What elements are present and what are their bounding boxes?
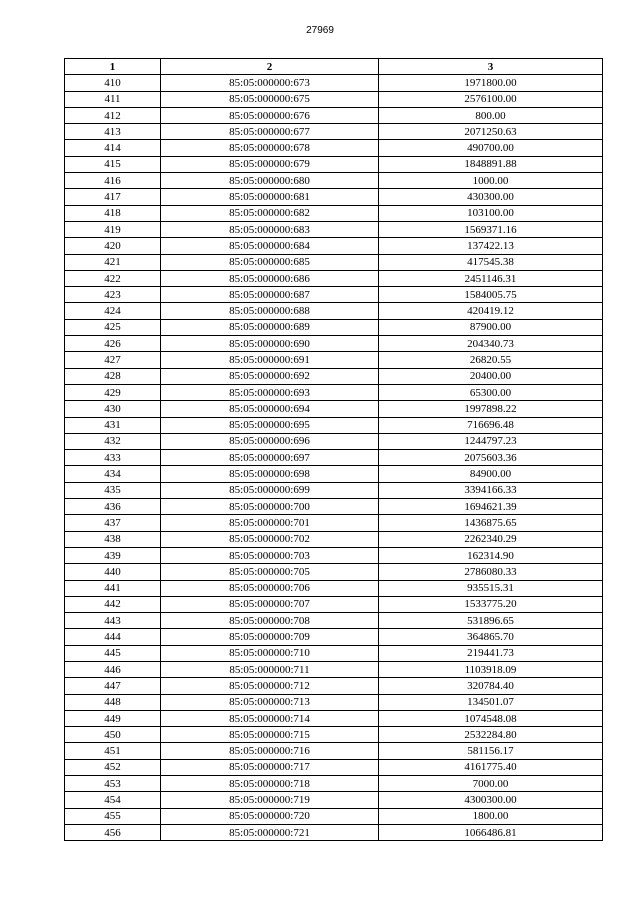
data-table	[64, 58, 603, 841]
cadastral-number-cell: 85:05:000000:713	[161, 694, 379, 710]
value-cell: 364865.70	[379, 629, 603, 645]
row-number-cell: 420	[65, 238, 161, 254]
table-row	[65, 564, 603, 580]
cadastral-number-cell: 85:05:000000:701	[161, 515, 379, 531]
cadastral-number-cell: 85:05:000000:688	[161, 303, 379, 319]
value-cell: 1066486.81	[379, 824, 603, 840]
value-cell: 1971800.00	[379, 75, 603, 91]
value-cell: 2075603.36	[379, 450, 603, 466]
cadastral-number-cell: 85:05:000000:702	[161, 531, 379, 547]
table-row	[65, 515, 603, 531]
value-cell: 2262340.29	[379, 531, 603, 547]
value-cell: 2786080.33	[379, 564, 603, 580]
table-row	[65, 287, 603, 303]
row-number-cell: 427	[65, 352, 161, 368]
cadastral-number-cell: 85:05:000000:686	[161, 270, 379, 286]
value-cell: 531896.65	[379, 613, 603, 629]
cadastral-number-cell: 85:05:000000:703	[161, 547, 379, 563]
table-row	[65, 336, 603, 352]
header-row	[65, 59, 603, 75]
row-number-cell: 445	[65, 645, 161, 661]
row-number-cell: 434	[65, 466, 161, 482]
value-cell: 581156.17	[379, 743, 603, 759]
value-cell: 1103918.09	[379, 661, 603, 677]
table-row	[65, 661, 603, 677]
value-cell: 4161775.40	[379, 759, 603, 775]
row-number-cell: 417	[65, 189, 161, 205]
row-number-cell: 447	[65, 678, 161, 694]
cadastral-number-cell: 85:05:000000:685	[161, 254, 379, 270]
column-header-3: 3	[379, 59, 603, 75]
table-row	[65, 450, 603, 466]
row-number-cell: 429	[65, 384, 161, 400]
value-cell: 1848891.88	[379, 156, 603, 172]
value-cell: 320784.40	[379, 678, 603, 694]
row-number-cell: 452	[65, 759, 161, 775]
value-cell: 103100.00	[379, 205, 603, 221]
table-row	[65, 319, 603, 335]
cadastral-number-cell: 85:05:000000:697	[161, 450, 379, 466]
row-number-cell: 415	[65, 156, 161, 172]
cadastral-number-cell: 85:05:000000:716	[161, 743, 379, 759]
table-row	[65, 303, 603, 319]
table-row	[65, 645, 603, 661]
table-row	[65, 808, 603, 824]
value-cell: 1533775.20	[379, 596, 603, 612]
value-cell: 162314.90	[379, 547, 603, 563]
value-cell: 2451146.31	[379, 270, 603, 286]
row-number-cell: 428	[65, 368, 161, 384]
value-cell: 1000.00	[379, 173, 603, 189]
value-cell: 490700.00	[379, 140, 603, 156]
table-row	[65, 596, 603, 612]
row-number-cell: 419	[65, 221, 161, 237]
row-number-cell: 435	[65, 482, 161, 498]
value-cell: 1694621.39	[379, 499, 603, 515]
cadastral-number-cell: 85:05:000000:682	[161, 205, 379, 221]
table-row	[65, 629, 603, 645]
row-number-cell: 431	[65, 417, 161, 433]
table-row	[65, 547, 603, 563]
row-number-cell: 436	[65, 499, 161, 515]
cadastral-number-cell: 85:05:000000:720	[161, 808, 379, 824]
cadastral-number-cell: 85:05:000000:721	[161, 824, 379, 840]
table-row	[65, 254, 603, 270]
cadastral-number-cell: 85:05:000000:712	[161, 678, 379, 694]
table-body	[65, 75, 603, 841]
table-row	[65, 776, 603, 792]
value-cell: 430300.00	[379, 189, 603, 205]
value-cell: 4300300.00	[379, 792, 603, 808]
value-cell: 84900.00	[379, 466, 603, 482]
value-cell: 2576100.00	[379, 91, 603, 107]
row-number-cell: 422	[65, 270, 161, 286]
cadastral-number-cell: 85:05:000000:683	[161, 221, 379, 237]
value-cell: 7000.00	[379, 776, 603, 792]
cadastral-number-cell: 85:05:000000:709	[161, 629, 379, 645]
row-number-cell: 416	[65, 173, 161, 189]
value-cell: 420419.12	[379, 303, 603, 319]
cadastral-number-cell: 85:05:000000:696	[161, 433, 379, 449]
row-number-cell: 438	[65, 531, 161, 547]
table-row	[65, 91, 603, 107]
table-row	[65, 156, 603, 172]
value-cell: 2532284.80	[379, 727, 603, 743]
value-cell: 1244797.23	[379, 433, 603, 449]
table-row	[65, 580, 603, 596]
row-number-cell: 446	[65, 661, 161, 677]
cadastral-number-cell: 85:05:000000:681	[161, 189, 379, 205]
value-cell: 1569371.16	[379, 221, 603, 237]
cadastral-number-cell: 85:05:000000:708	[161, 613, 379, 629]
value-cell: 1800.00	[379, 808, 603, 824]
row-number-cell: 443	[65, 613, 161, 629]
table-row	[65, 433, 603, 449]
value-cell: 1584005.75	[379, 287, 603, 303]
cadastral-number-cell: 85:05:000000:678	[161, 140, 379, 156]
cadastral-number-cell: 85:05:000000:700	[161, 499, 379, 515]
cadastral-number-cell: 85:05:000000:698	[161, 466, 379, 482]
table-row	[65, 107, 603, 123]
table-row	[65, 792, 603, 808]
cadastral-number-cell: 85:05:000000:719	[161, 792, 379, 808]
table-row	[65, 75, 603, 91]
row-number-cell: 414	[65, 140, 161, 156]
row-number-cell: 425	[65, 319, 161, 335]
cadastral-number-cell: 85:05:000000:715	[161, 727, 379, 743]
value-cell: 20400.00	[379, 368, 603, 384]
table-row	[65, 384, 603, 400]
row-number-cell: 433	[65, 450, 161, 466]
value-cell: 2071250.63	[379, 124, 603, 140]
table-row	[65, 466, 603, 482]
table-row	[65, 710, 603, 726]
cadastral-number-cell: 85:05:000000:692	[161, 368, 379, 384]
value-cell: 137422.13	[379, 238, 603, 254]
cadastral-number-cell: 85:05:000000:699	[161, 482, 379, 498]
row-number-cell: 421	[65, 254, 161, 270]
row-number-cell: 453	[65, 776, 161, 792]
table-row	[65, 613, 603, 629]
table-row	[65, 401, 603, 417]
cadastral-number-cell: 85:05:000000:717	[161, 759, 379, 775]
value-cell: 3394166.33	[379, 482, 603, 498]
table-row	[65, 205, 603, 221]
cadastral-number-cell: 85:05:000000:684	[161, 238, 379, 254]
value-cell: 716696.48	[379, 417, 603, 433]
column-header-1: 1	[65, 59, 161, 75]
value-cell: 1436875.65	[379, 515, 603, 531]
row-number-cell: 411	[65, 91, 161, 107]
row-number-cell: 450	[65, 727, 161, 743]
cadastral-number-cell: 85:05:000000:691	[161, 352, 379, 368]
table-header	[65, 59, 603, 75]
value-cell: 87900.00	[379, 319, 603, 335]
row-number-cell: 410	[65, 75, 161, 91]
row-number-cell: 412	[65, 107, 161, 123]
row-number-cell: 426	[65, 336, 161, 352]
value-cell: 219441.73	[379, 645, 603, 661]
cadastral-number-cell: 85:05:000000:673	[161, 75, 379, 91]
cadastral-number-cell: 85:05:000000:689	[161, 319, 379, 335]
table-row	[65, 482, 603, 498]
value-cell: 417545.38	[379, 254, 603, 270]
table-row	[65, 352, 603, 368]
row-number-cell: 432	[65, 433, 161, 449]
cadastral-number-cell: 85:05:000000:687	[161, 287, 379, 303]
table-row	[65, 759, 603, 775]
row-number-cell: 448	[65, 694, 161, 710]
table-row	[65, 221, 603, 237]
row-number-cell: 451	[65, 743, 161, 759]
cadastral-number-cell: 85:05:000000:718	[161, 776, 379, 792]
cadastral-number-cell: 85:05:000000:707	[161, 596, 379, 612]
cadastral-number-cell: 85:05:000000:694	[161, 401, 379, 417]
row-number-cell: 418	[65, 205, 161, 221]
cadastral-number-cell: 85:05:000000:677	[161, 124, 379, 140]
table-row	[65, 270, 603, 286]
table-row	[65, 140, 603, 156]
cadastral-number-cell: 85:05:000000:675	[161, 91, 379, 107]
value-cell: 204340.73	[379, 336, 603, 352]
value-cell: 1997898.22	[379, 401, 603, 417]
cadastral-number-cell: 85:05:000000:714	[161, 710, 379, 726]
row-number-cell: 439	[65, 547, 161, 563]
row-number-cell: 456	[65, 824, 161, 840]
table-row	[65, 531, 603, 547]
cadastral-number-cell: 85:05:000000:690	[161, 336, 379, 352]
table-row	[65, 824, 603, 840]
row-number-cell: 455	[65, 808, 161, 824]
value-cell: 935515.31	[379, 580, 603, 596]
table-row	[65, 124, 603, 140]
row-number-cell: 424	[65, 303, 161, 319]
value-cell: 800.00	[379, 107, 603, 123]
row-number-cell: 440	[65, 564, 161, 580]
cadastral-number-cell: 85:05:000000:706	[161, 580, 379, 596]
table-row	[65, 417, 603, 433]
cadastral-number-cell: 85:05:000000:695	[161, 417, 379, 433]
cadastral-number-cell: 85:05:000000:680	[161, 173, 379, 189]
cadastral-number-cell: 85:05:000000:711	[161, 661, 379, 677]
row-number-cell: 413	[65, 124, 161, 140]
cadastral-number-cell: 85:05:000000:710	[161, 645, 379, 661]
column-header-2: 2	[161, 59, 379, 75]
cadastral-number-cell: 85:05:000000:693	[161, 384, 379, 400]
cadastral-number-cell: 85:05:000000:705	[161, 564, 379, 580]
value-cell: 65300.00	[379, 384, 603, 400]
row-number-cell: 441	[65, 580, 161, 596]
row-number-cell: 423	[65, 287, 161, 303]
row-number-cell: 449	[65, 710, 161, 726]
table-row	[65, 368, 603, 384]
row-number-cell: 437	[65, 515, 161, 531]
page-number: 27969	[306, 25, 334, 36]
cadastral-number-cell: 85:05:000000:679	[161, 156, 379, 172]
value-cell: 1074548.08	[379, 710, 603, 726]
table-row	[65, 238, 603, 254]
table-row	[65, 173, 603, 189]
row-number-cell: 430	[65, 401, 161, 417]
table-row	[65, 189, 603, 205]
row-number-cell: 444	[65, 629, 161, 645]
table-row	[65, 727, 603, 743]
row-number-cell: 442	[65, 596, 161, 612]
cadastral-number-cell: 85:05:000000:676	[161, 107, 379, 123]
value-cell: 26820.55	[379, 352, 603, 368]
table-row	[65, 743, 603, 759]
table-row	[65, 694, 603, 710]
value-cell: 134501.07	[379, 694, 603, 710]
row-number-cell: 454	[65, 792, 161, 808]
table-row	[65, 499, 603, 515]
table-row	[65, 678, 603, 694]
